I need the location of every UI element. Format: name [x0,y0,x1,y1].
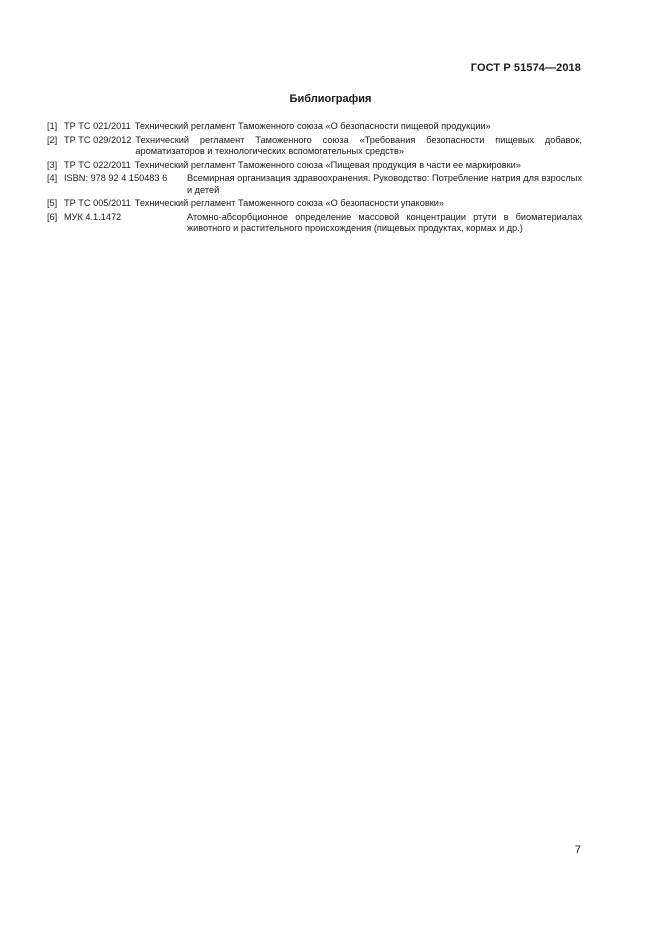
entry-description: Технический регламент Таможенного союза «О безопасности упаковки» [134,198,444,208]
entry-number: [6] [47,211,58,222]
document-code: ГОСТ Р 51574—2018 [470,62,581,74]
bibliography-entry-4 [47,173,582,196]
bibliography-entry-5 [47,198,582,210]
bibliography-entry-2 [47,135,582,158]
entry-number: [1] [47,121,58,131]
entry-reference: ТР ТС 005/2011 [64,198,131,208]
entry-description: Технический регламент Таможенного союза «Пищевая продукция в части ее маркировки» [134,159,521,170]
entry-description: Атомно-абсорбционное определение массовой концентрации ртути в биоматериалах животного и растительного происхождения (пищевых продуктах, кормах и др.) [187,211,582,233]
page-title: Библиография [289,93,372,105]
entry-number: [3] [47,159,58,170]
entry-reference: ТР ТС 029/2012 [64,134,132,145]
entry-reference: МУК 4.1.1472 [64,211,122,222]
page-number: 7 [574,844,581,856]
entry-number: [4] [47,173,58,183]
entry-description: Технический регламент Таможенного союза «О безопасности пищевой продукции» [134,121,491,131]
entry-reference: ТР ТС 021/2011 [64,121,131,131]
bibliography-entry-1 [47,121,582,133]
bibliography-entry-3 [47,160,582,172]
bibliography-list [47,121,582,237]
entry-reference: ISBN: 978 92 4 150483 6 [64,173,168,183]
entry-description: Технический регламент Таможенного союза «Требования безопасности пищевых добавок, ароматизаторов и технологических вспомогательных средств» [135,134,582,156]
entry-description: Всемирная организация здравоохранения. Руководство: Потребление натрия для взрослых и детей [187,173,582,195]
bibliography-entry-6 [47,212,582,235]
entry-reference: ТР ТС 022/2011 [64,159,131,170]
entry-number: [5] [47,198,58,208]
entry-number: [2] [47,134,58,145]
